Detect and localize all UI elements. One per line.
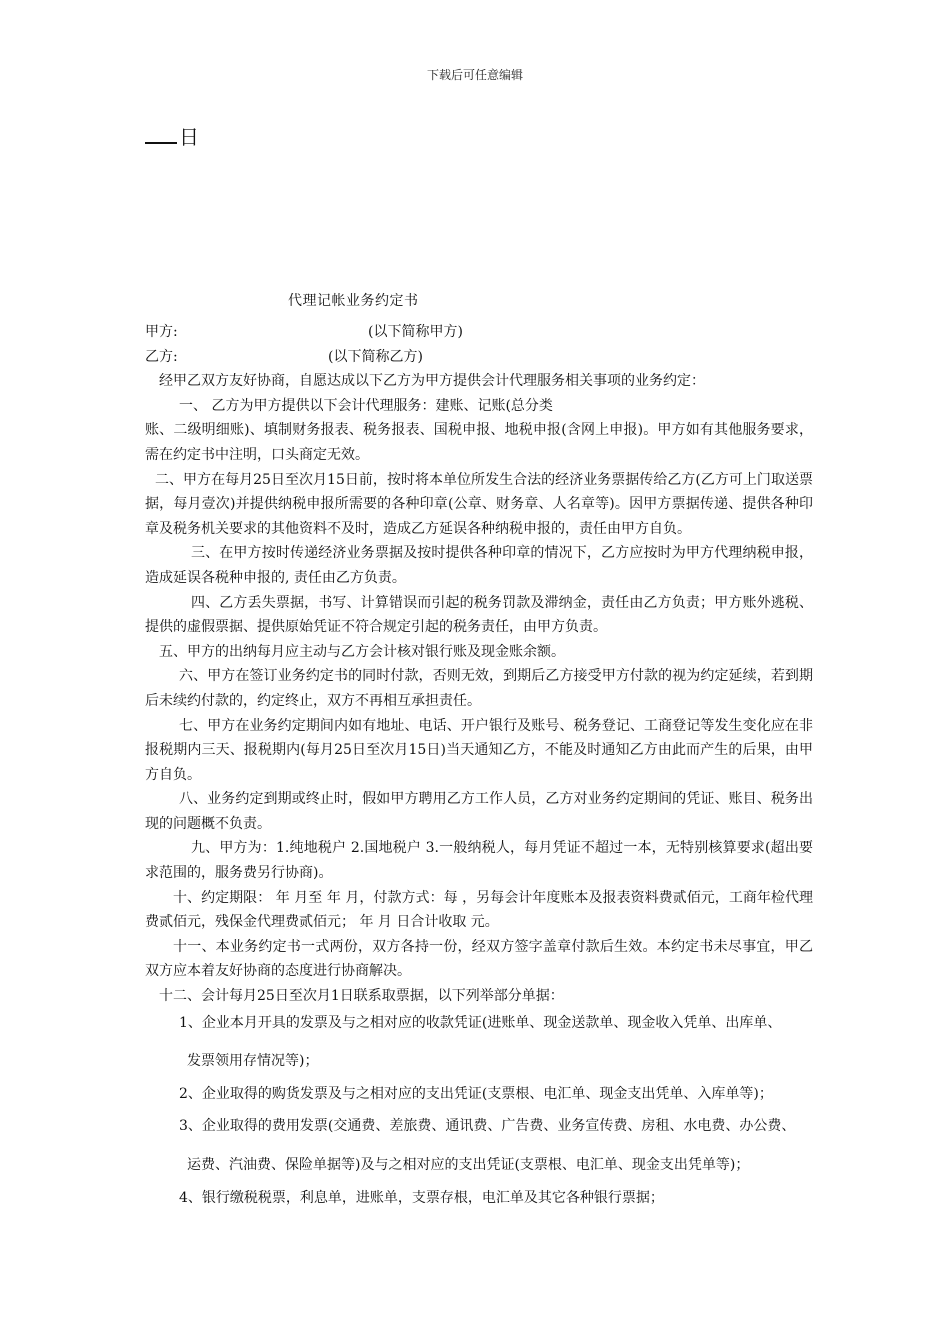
document-body — [145, 320, 813, 1218]
party-a-note: (以下简称甲方) — [368, 324, 463, 340]
item-4: 4、银行缴税税票，利息单，进账单，支票存根，电汇单及其它各种银行票据； — [179, 1189, 664, 1206]
clause-1-rest: 账、二级明细账)、填制财务报表、税务报表、国税申报、地税申报(含网上申报)。甲方如有其他服务要求，需在约定书中注明，口头商定无效。 — [145, 422, 813, 463]
clause-9: 九、甲方为：1.纯地税户 2.国地税户 3.一般纳税人，每月凭证不超过一本，无特别核算要求(超出要求范围的，服务费另行协商)。 — [145, 840, 813, 882]
clause-3: 三、在甲方按时传递经济业务票据及按时提供各种印章的情况下，乙方应按时为甲方代理纳税申报，造成延误各税种申报的, 责任由乙方负责。 — [145, 545, 813, 586]
clause-5: 五、甲方的出纳每月应主动与乙方会计核对银行账及现金账余额。 — [159, 643, 565, 660]
day-char: 日 — [179, 125, 199, 149]
item-3-line-1: 3、企业取得的费用发票(交通费、差旅费、通讯费、广告费、业务宣传费、房租、水电费、办公费、 — [179, 1118, 796, 1135]
list-item — [179, 1186, 813, 1211]
party-b-label: 乙方: — [145, 348, 178, 365]
item-2: 2、企业取得的购货发票及与之相对应的支出凭证(支票根、电汇单、现金支出凭单、入库单等)； — [179, 1085, 773, 1102]
document-items-list — [145, 1011, 813, 1211]
intro-paragraph: 经甲乙双方友好协商，自愿达成以下乙方为甲方提供会计代理服务相关事项的业务约定： — [159, 373, 705, 390]
day-fragment — [145, 124, 199, 150]
clause-8: 八、业务约定到期或终止时，假如甲方聘用乙方工作人员，乙方对业务约定期间的凭证、账目、税务出现的问题概不负责。 — [145, 791, 813, 832]
clause-4: 四、乙方丢失票据，书写、计算错误而引起的税务罚款及滞纳金，责任由乙方负责；甲方账外逃税、提供的虚假票据、提供原始凭证不符合规定引起的税务责任，由甲方负责。 — [145, 594, 813, 636]
fill-in-blank — [145, 124, 177, 144]
party-a-line — [145, 320, 813, 345]
party-a-label: 甲方: — [145, 324, 178, 340]
clause-11: 十一、本业务约定书一式两份，双方各持一份，经双方签字盖章付款后生效。本约定书未尽事宜，甲乙双方应本着友好协商的态度进行协商解决。 — [145, 938, 813, 980]
clause-6: 六、甲方在签订业务约定书的同时付款，否则无效，到期后乙方接受甲方付款的视为约定延续，若到期后未续约付款的，约定终止，双方不再相互承担责任。 — [145, 668, 813, 709]
party-b-line — [145, 345, 813, 370]
clause-12: 十二、会计每月25日至次月1日联系取票据，以下列举部分单据： — [159, 988, 564, 1005]
clause-1-line-1: 一、 乙方为甲方提供以下会计代理服务：建账、记账(总分类 — [179, 397, 553, 414]
clause-2: 二、甲方在每月25日至次月15日前，按时将本单位所发生合法的经济业务票据传给乙方(乙方可上门取送票据，每月壹次)并提供纳税申报所需要的各种印章(公章、财务章、人名章等)。因甲方票据传递、提供各种印章及税务机关要求的其他资料不及时，造成乙方延误各种纳税申报的，责任由甲方自负。 — [145, 471, 813, 537]
list-item — [179, 1011, 813, 1074]
item-3-line-2: 运费、汽油费、保险单据等)及与之相对应的支出凭证(支票根、电汇单、现金支出凭单等)； — [187, 1157, 750, 1173]
list-item — [179, 1082, 813, 1107]
item-1-line-2: 发票领用存情况等)； — [187, 1053, 319, 1070]
page-header: 下载后可任意编辑 — [426, 68, 523, 82]
clause-7: 七、甲方在业务约定期间内如有地址、电话、开户银行及账号、税务登记、工商登记等发生变化应在非报税期内三天、报税期内(每月25日至次月15日)当天通知乙方，不能及时通知乙方由此而产生的后果，由甲方自负。 — [145, 717, 813, 783]
list-item — [179, 1114, 813, 1177]
item-1-line-1: 1、企业本月开具的发票及与之相对应的收款凭证(进账单、现金送款单、现金收入凭单、出库单、 — [179, 1014, 782, 1031]
document-title: 代理记帐业务约定书 — [288, 293, 419, 309]
party-b-note: (以下简称乙方) — [328, 348, 423, 365]
clause-10: 十、约定期限： 年 月至 年 月，付款方式：每 ，另每会计年度账本及报表资料费贰佰元，工商年检代理费贰佰元，残保金代理费贰佰元； 年 月 日合计收取 元。 — [145, 889, 813, 931]
